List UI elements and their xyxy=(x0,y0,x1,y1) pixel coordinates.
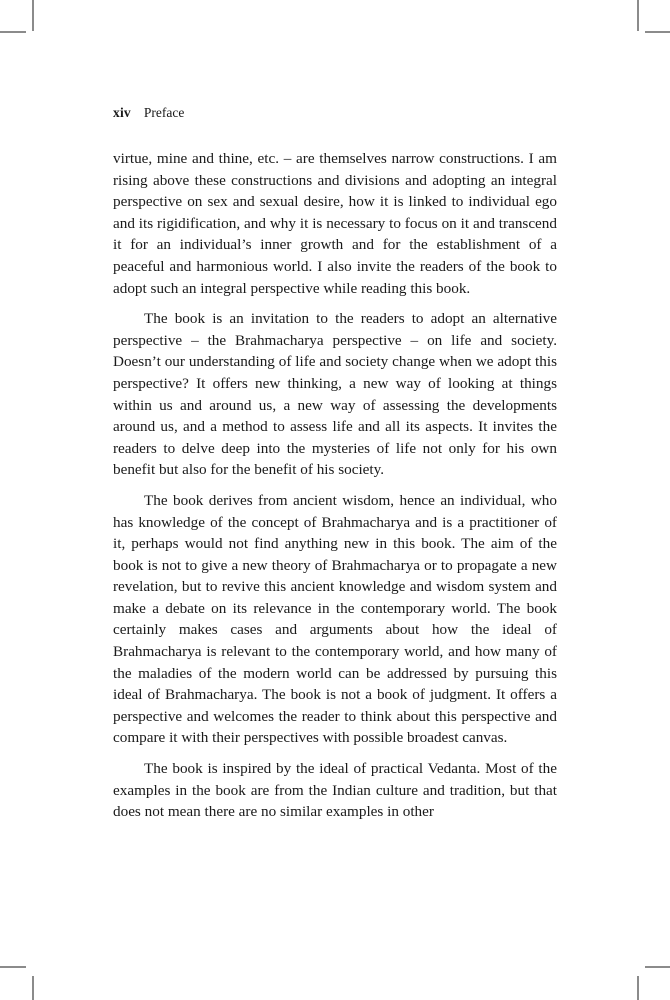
body-paragraph-2: The book is an invitation to the readers to adopt an alternative perspective – the Brahmacharya perspective – on life and society. Doesn’t our understanding of life and society change when we adopt this perspective? It offers new thinking, a new way of looking at things within us and around us, a new way of assessing the developments around us, and a method to assess life and all its aspects. It invites the readers to delve deep into the mysteries of life not only for his own benefit but also for the benefit of his society. xyxy=(113,310,557,479)
crop-mark-bottom-left-horizontal xyxy=(0,966,26,968)
running-head-title: Preface xyxy=(143,105,185,120)
body-paragraph-4: The book is inspired by the ideal of practical Vedanta. Most of the examples in the book are from the Indian culture and tradition, but that does not mean there are no similar examples in other xyxy=(113,760,557,821)
page-text-block xyxy=(113,104,557,823)
crop-mark-top-right-vertical xyxy=(637,0,639,31)
crop-mark-top-left-vertical xyxy=(32,0,34,31)
crop-mark-top-left-horizontal xyxy=(0,31,26,33)
crop-mark-bottom-right-horizontal xyxy=(645,966,670,968)
body-paragraph-3: The book derives from ancient wisdom, hence an individual, who has knowledge of the concept of Brahmacharya and is a practitioner of it, perhaps would not find anything new in this book. The aim of the book is not to give a new theory of Brahmacharya or to propagate a new revelation, but to revive this ancient knowledge and wisdom system and make a debate on its relevance in the contemporary world. The book certainly makes cases and arguments about how the ideal of Brahmacharya is relevant to the contemporary world, and how many of the maladies of the modern world can be addressed by pursuing this ideal of Brahmacharya. The book is not a book of judgment. It offers a perspective and welcomes the reader to think about this perspective and compare it with their perspectives with possible broadest canvas. xyxy=(113,491,557,747)
crop-mark-top-right-horizontal xyxy=(645,31,670,33)
page-number: xiv xyxy=(113,105,131,120)
body-paragraph-1: virtue, mine and thine, etc. – are themselves narrow constructions. I am rising above these constructions and divisions and adopting an integral perspective on sex and sexual desire, how it is linked to individual ego and its rigidification, and why it is necessary to focus on it and transcend it for an individual’s inner growth and for the establishment of a peaceful and harmonious world. I also invite the readers of the book to adopt such an integral perspective while reading this book. xyxy=(113,150,557,297)
running-head xyxy=(113,104,557,122)
crop-mark-bottom-left-vertical xyxy=(32,976,34,1000)
crop-mark-bottom-right-vertical xyxy=(637,976,639,1000)
